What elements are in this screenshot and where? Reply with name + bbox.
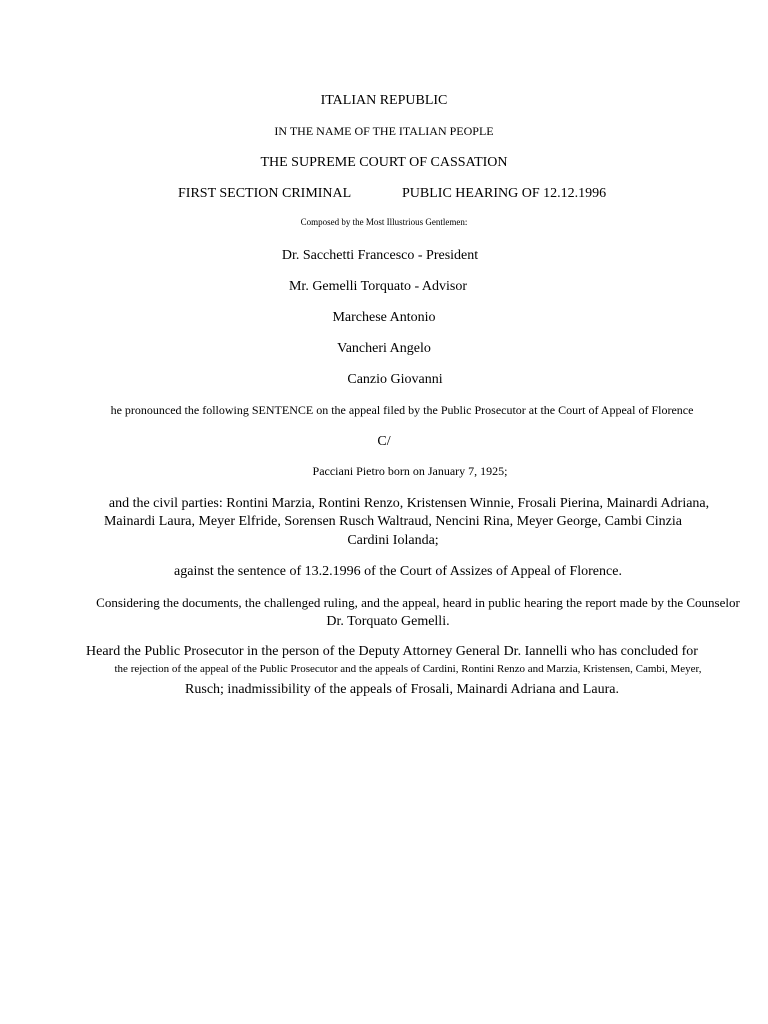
civil-parties-line-3: Cardini Iolanda;	[347, 533, 439, 548]
hearing-date: PUBLIC HEARING OF 12.12.1996	[402, 186, 607, 201]
pronounced-line: he pronounced the following SENTENCE on the appeal filed by the Public Prosecutor at the Court of Appeal of Florence	[110, 403, 694, 417]
against-line: against the sentence of 13.2.1996 of the Court of Assizes of Appeal of Florence.	[174, 564, 622, 579]
judge-marchese: Marchese Antonio	[332, 310, 436, 325]
civil-parties-line-2: Mainardi Laura, Meyer Elfride, Sorensen Rusch Waltraud, Nencini Rina, Meyer George, Cambi Cinzia	[103, 514, 683, 529]
judge-president: Dr. Sacchetti Francesco - President	[281, 248, 479, 263]
judge-canzio: Canzio Giovanni	[347, 372, 443, 387]
considering-line-2: Dr. Torquato Gemelli.	[326, 614, 450, 629]
composed-by-line: Composed by the Most Illustrious Gentlemen:	[300, 217, 468, 227]
considering-line-1: Considering the documents, the challenged ruling, and the appeal, heard in public hearing the report made by the Counselor	[96, 595, 740, 610]
republic-heading: ITALIAN REPUBLIC	[320, 93, 448, 108]
judge-advisor: Mr. Gemelli Torquato - Advisor	[288, 279, 468, 294]
section-label: FIRST SECTION CRIMINAL	[178, 186, 352, 201]
heard-line-1: Heard the Public Prosecutor in the person of the Deputy Attorney General Dr. Iannelli who has concluded for	[86, 644, 698, 659]
defendant-line: Pacciani Pietro born on January 7, 1925;	[312, 464, 508, 478]
civil-parties-line-1: and the civil parties: Rontini Marzia, Rontini Renzo, Kristensen Winnie, Frosali Pierina, Mainardi Adriana,	[108, 496, 710, 511]
in-the-name-heading: IN THE NAME OF THE ITALIAN PEOPLE	[274, 124, 494, 138]
court-heading: THE SUPREME COURT OF CASSATION	[260, 155, 508, 170]
versus-marker: C/	[377, 434, 391, 449]
heard-line-3: Rusch; inadmissibility of the appeals of Frosali, Mainardi Adriana and Laura.	[185, 682, 619, 697]
judge-vancheri: Vancheri Angelo	[337, 341, 431, 356]
heard-line-2: the rejection of the appeal of the Public Prosecutor and the appeals of Cardini, Rontini Renzo and Marzia, Kristensen, Cambi, Meyer,	[114, 663, 702, 675]
